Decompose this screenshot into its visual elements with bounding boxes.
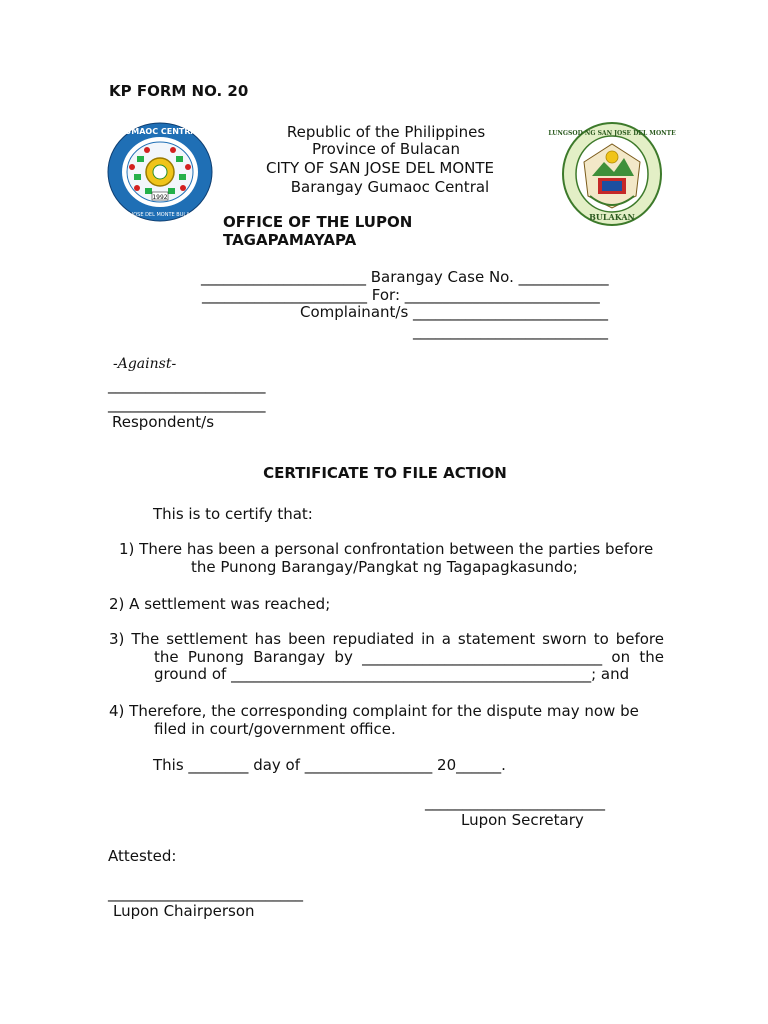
svg-text:LUNGSOD NG SAN JOSE DEL MONTE: LUNGSOD NG SAN JOSE DEL MONTE [548, 130, 676, 137]
item-4-line-1: 4) Therefore, the corresponding complaint for the dispute may now be [109, 702, 639, 720]
case-for-line: ______________________ For: __________________________ [202, 286, 600, 304]
respondent-blank-1: _____________________ [108, 376, 266, 394]
item-2: 2) A settlement was reached; [109, 595, 331, 613]
header-city: CITY OF SAN JOSE DEL MONTE [265, 159, 494, 177]
date-line: This ________ day of _________________ 20______. [153, 756, 506, 774]
office-title-line1: OFFICE OF THE LUPON [223, 213, 413, 231]
complainant-extra-line: __________________________ [413, 322, 608, 340]
header-barangay: Barangay Gumaoc Central [290, 178, 490, 196]
svg-text:1992: 1992 [152, 194, 168, 201]
against-label: -Against- [113, 356, 177, 372]
office-title-line2: TAGAPAMAYAPA [223, 231, 357, 249]
item-3-line-2: the Punong Barangay by ________________________________ on the [154, 648, 664, 666]
case-number-line: ______________________ Barangay Case No. ____________ [201, 268, 609, 286]
respondent-blank-2: _____________________ [108, 395, 266, 413]
complainant-line: Complainant/s __________________________ [300, 303, 609, 321]
secretary-signature-line: ________________________ [425, 793, 605, 811]
form-number: KP FORM NO. 20 [109, 82, 249, 100]
certificate-title: CERTIFICATE TO FILE ACTION [263, 464, 507, 482]
attested-label: Attested: [108, 847, 177, 865]
respondent-label: Respondent/s [112, 413, 215, 431]
city-seal [548, 122, 676, 226]
item-3-line-1: 3) The settlement has been repudiated in a statement sworn to before [109, 630, 664, 648]
item-1-line-1: 1) There has been a personal confrontation between the parties before [119, 540, 654, 558]
chairperson-signature-line: __________________________ [108, 884, 303, 902]
secretary-label: Lupon Secretary [461, 811, 584, 829]
svg-text:SAN JOSE DEL MONTE BULACAN: SAN JOSE DEL MONTE BULACAN [119, 212, 201, 218]
svg-text:GUMAOC CENTRAL: GUMAOC CENTRAL [118, 127, 202, 136]
chairperson-label: Lupon Chairperson [113, 902, 255, 920]
certify-intro: This is to certify that: [153, 505, 313, 523]
header-province: Province of Bulacan [312, 140, 460, 158]
header-republic: Republic of the Philippines [286, 123, 486, 141]
barangay-seal [107, 122, 213, 222]
item-4-line-2: filed in court/government office. [154, 720, 396, 738]
item-1-line-2: the Punong Barangay/Pangkat ng Tagapagkasundo; [191, 558, 578, 576]
item-3-line-3: ground of ________________________________________________; and [154, 665, 630, 683]
svg-text:BULAKAN: BULAKAN [589, 212, 635, 222]
